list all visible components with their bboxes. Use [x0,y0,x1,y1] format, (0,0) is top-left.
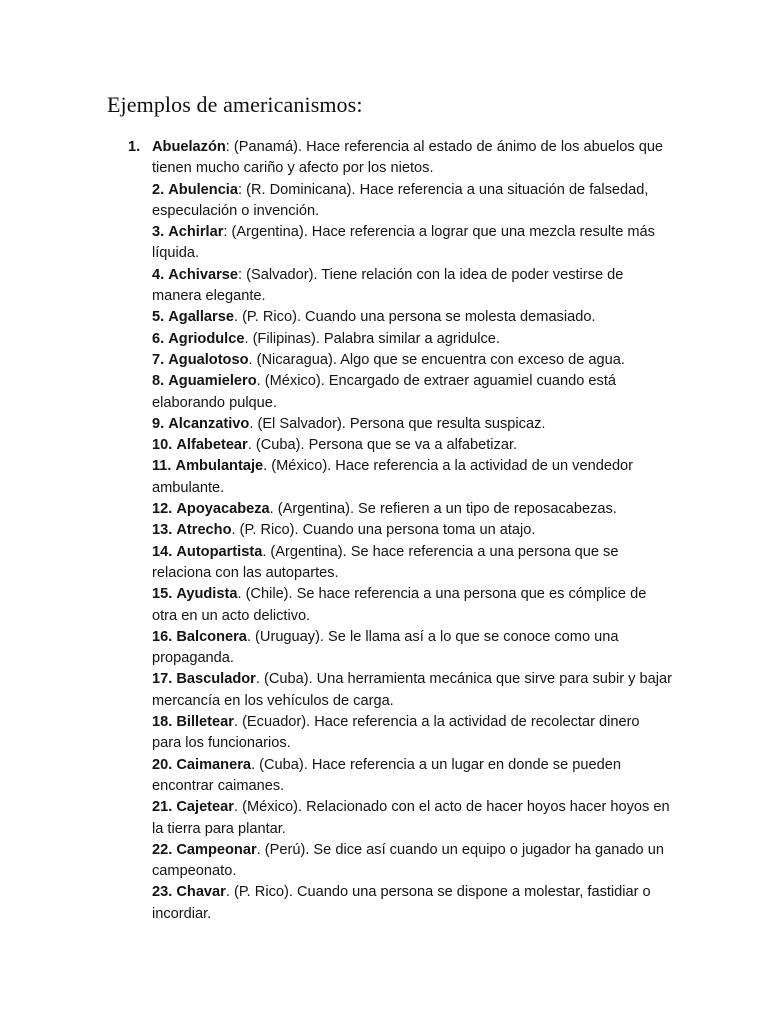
item-separator: : [237,181,243,198]
item-number: 12. [152,501,173,518]
item-definition: (Argentina). Se refieren a un tipo de reposacabezas. [273,501,617,518]
item-separator: . [256,373,261,390]
item-term: Agallarse [168,309,234,326]
item-definition: (Filipinas). Palabra similar a agridulce. [248,330,500,347]
item-number: 4. [152,266,165,283]
item-number: 20. [152,756,173,773]
item-term: Alfabetear [176,437,248,454]
item-number: 6. [152,330,165,347]
item-term: Achirlar [168,224,224,241]
item-definition: (Cuba). Una herramienta mecánica que sirve para subir y bajar mercancía en los vehículos de carga. [152,671,672,709]
item-separator: : [238,266,243,283]
item-term: Aguamielero [168,373,257,390]
item-definition: (Ecuador). Hace referencia a la actividad de recolectar dinero para los funcionarios. [152,714,640,752]
item-separator: . [247,437,252,454]
item-number: 9. [152,415,165,432]
item-definition: (Perú). Se dice así cuando un equipo o jugador ha ganado un campeonato. [152,841,664,880]
list-item [152,180,672,223]
item-term: Agualotoso [168,351,249,368]
item-definition: (Cuba). Persona que se va a alfabetizar. [251,437,518,454]
item-definition: (P. Rico). Cuando una persona se molesta demasiado. [238,309,596,326]
item-definition: (Chile). Se hace referencia a una persona que es cómplice de otra en un acto delictivo. [152,586,647,624]
item-separator: . [251,756,256,773]
item-term: Agriodulce [168,330,245,347]
item-definition: (Argentina). Se hace referencia a una persona que se relaciona con las autopartes. [152,543,619,581]
list-item [152,584,672,627]
item-number: 13. [152,522,173,539]
item-term: Billetear [176,714,234,731]
list-item [128,137,672,180]
list-item [152,520,672,541]
item-separator: . [269,501,274,518]
list-item [152,840,672,883]
item-number: 5. [152,309,165,326]
item-number: 21. [152,799,173,816]
item-definition: (R. Dominicana). Hace referencia a una situación de falsedad, especulación o invención. [152,181,649,219]
item-separator: . [237,586,242,603]
item-definition: (Argentina). Hace referencia a lograr que una mezcla resulte más líquida. [152,224,655,262]
list-item [152,435,672,456]
list-item [152,712,672,755]
item-term: Ayudista [176,586,238,603]
list-item [152,542,672,585]
item-term: Autopartista [176,543,263,560]
item-separator: . [263,458,268,475]
item-definition: (Cuba). Hace referencia a un lugar en donde se pueden encontrar caimanes. [152,756,621,794]
list-item [152,222,672,265]
item-term: Chavar [176,884,226,901]
item-number: 16. [152,628,173,645]
item-number: 15. [152,586,173,603]
list-item [152,329,672,350]
item-separator: : [223,224,228,241]
item-term: Atrecho [176,522,232,539]
item-term: Alcanzativo [168,415,250,432]
item-number: 17. [152,671,173,688]
item-definition: (El Salvador). Persona que resulta suspicaz. [253,415,546,432]
item-definition: (México). Relacionado con el acto de hacer hoyos hacer hoyos en la tierra para plantar. [152,799,670,837]
item-separator: . [233,799,239,816]
item-number: 8. [152,373,165,390]
item-separator: . [244,330,249,347]
item-term: Balconera [176,628,247,645]
americanisms-list [128,137,672,925]
item-separator: . [233,714,239,731]
item-separator: . [225,884,230,901]
item-number: 18. [152,714,173,731]
item-term: Ambulantaje [175,458,264,475]
item-number: 7. [152,351,165,368]
item-separator: . [231,522,236,539]
list-item [152,499,672,520]
list-item [152,797,672,840]
item-separator: . [233,309,239,326]
list-item [152,265,672,308]
list-item [152,669,672,712]
item-separator: . [256,841,261,858]
item-separator: . [249,415,254,432]
item-term: Apoyacabeza [176,501,270,518]
item-term: Abuelazón [152,139,226,155]
item-term: Caimanera [176,756,251,773]
item-term: Abulencia [168,181,238,198]
list-item [152,456,672,499]
item-definition: (Uruguay). Se le llama así a lo que se conoce como una propaganda. [152,628,619,667]
item-separator: . [246,628,251,645]
item-definition: (P. Rico). Cuando una persona se dispone a molestar, fastidiar o incordiar. [152,884,651,922]
item-definition: (P. Rico). Cuando una persona toma un atajo. [235,522,536,539]
item-term: Cajetear [176,799,234,816]
item-separator: . [248,351,253,368]
item-definition: (México). Hace referencia a la actividad de un vendedor ambulante. [152,458,634,496]
list-item [152,627,672,670]
list-item [152,371,672,414]
item-number: 14. [152,543,173,560]
item-number: 3. [152,224,165,241]
item-definition: (Salvador). Tiene relación con la idea de poder vestirse de manera elegante. [152,266,624,305]
item-number: 11. [152,458,172,475]
item-definition: (Panamá). Hace referencia al estado de ánimo de los abuelos que tienen mucho cariño y afecto por los nietos. [152,139,664,177]
item-separator: . [255,671,260,688]
item-term: Basculador [176,671,256,688]
item-number: 10. [152,437,173,454]
item-definition: (Nicaragua). Algo que se encuentra con exceso de agua. [252,351,625,368]
item-number: 22. [152,841,173,858]
list-item [152,755,672,798]
page-title: Ejemplos de americanismos: [107,92,363,117]
item-term: Campeonar [176,841,257,858]
item-definition: (México). Encargado de extraer aguamiel cuando está elaborando pulque. [152,373,617,411]
list-item [152,350,672,371]
item-number: 2. [152,181,165,198]
list-item [152,414,672,435]
list-item [152,882,672,925]
list-item [152,307,672,328]
item-separator: : [225,139,230,155]
item-number: 23. [152,884,173,901]
item-separator: . [262,543,267,560]
item-number: 1. [128,139,141,155]
item-term: Achivarse [168,266,239,283]
